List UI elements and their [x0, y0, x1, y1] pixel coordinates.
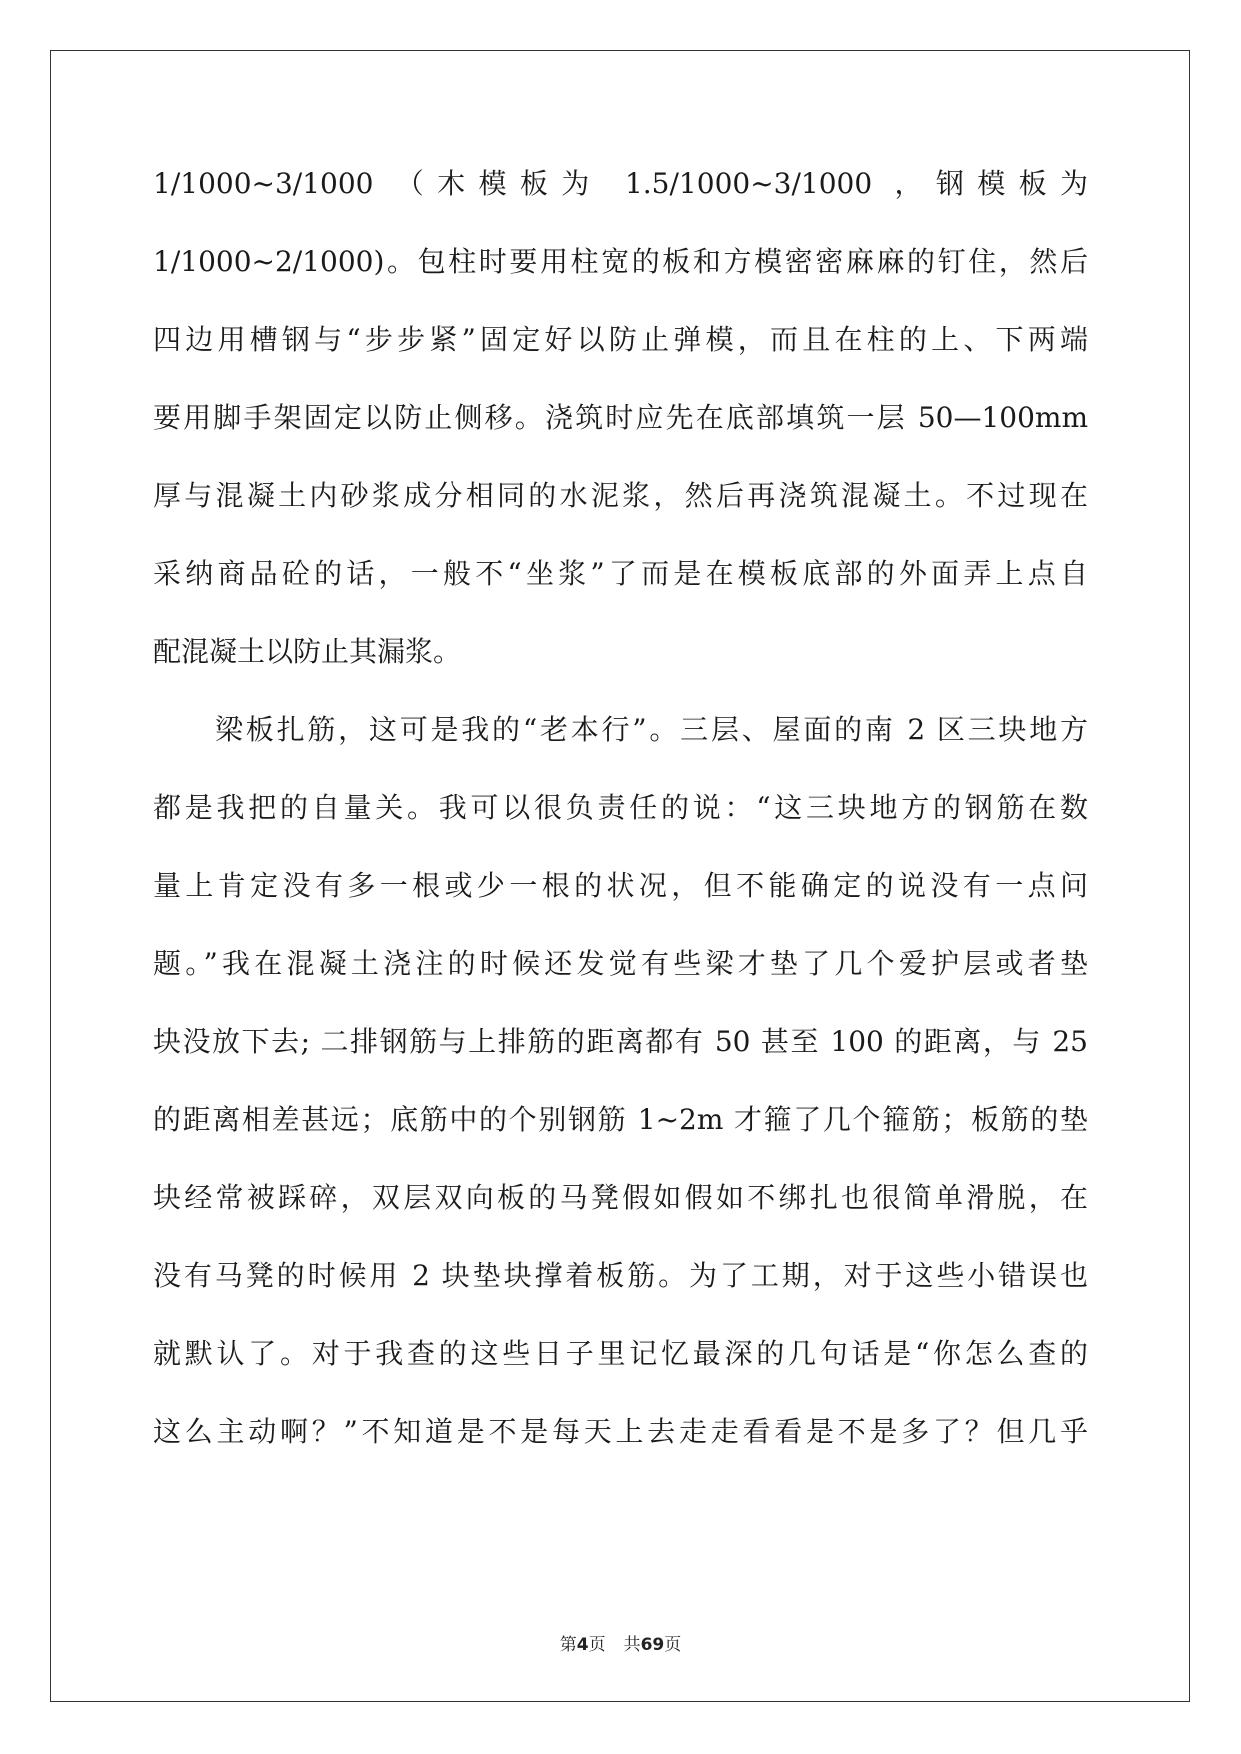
total-pages: 69	[640, 1635, 665, 1655]
text-line-3: 四边用槽钢与“步步紧”固定好以防止弹模，而且在柱的上、下两端	[153, 323, 1088, 356]
total-suffix: 页	[664, 1635, 682, 1655]
text-line-8: 梁板扎筋，这可是我的“老本行”。三层、屋面的南 2 区三块地方	[215, 713, 1088, 746]
text-line-6: 采纳商品砼的话，一般不“坐浆”了而是在模板底部的外面弄上点自	[153, 557, 1088, 590]
text-line-12: 块没放下去; 二排钢筋与上排筋的距离都有 50 甚至 100 的距离，与 25	[153, 1025, 1088, 1058]
text-line-11: 题。”我在混凝土浇注的时候还发觉有些梁才垫了几个爱护层或者垫	[153, 947, 1088, 980]
text-line-15: 没有马凳的时候用 2 块垫块撑着板筋。为了工期，对于这些小错误也	[153, 1259, 1088, 1292]
page-footer	[0, 1630, 1241, 1655]
text-line-4: 要用脚手架固定以防止侧移。浇筑时应先在底部填筑一层 50—100mm	[153, 401, 1088, 434]
text-line-10: 量上肯定没有多一根或少一根的状况，但不能确定的说没有一点问	[153, 869, 1088, 902]
text-line-17: 这么主动啊？”不知道是不是每天上去走走看看是不是多了？但几乎	[153, 1415, 1088, 1448]
text-line-9: 都是我把的自量关。我可以很负责任的说：“这三块地方的钢筋在数	[153, 791, 1088, 824]
text-line-7: 配混凝土以防止其漏浆。	[153, 635, 462, 668]
document-body	[153, 164, 1088, 1490]
text-line-2: 1/1000~2/1000)。包柱时要用柱宽的板和方模密密麻麻的钉住，然后	[153, 245, 1088, 278]
total-prefix: 共	[623, 1635, 641, 1655]
text-line-14: 块经常被踩碎，双层双向板的马凳假如假如不绑扎也很简单滑脱，在	[153, 1181, 1088, 1214]
page-prefix: 第	[559, 1635, 577, 1655]
text-line-1: 1/1000~3/1000 （木模板为 1.5/1000~3/1000 ，钢模板为	[153, 167, 1088, 200]
text-line-13: 的距离相差甚远；底筋中的个别钢筋 1~2m 才箍了几个箍筋；板筋的垫	[153, 1103, 1088, 1136]
page-suffix: 页	[588, 1635, 606, 1655]
page-number: 4	[576, 1635, 589, 1655]
text-line-16: 就默认了。对于我查的这些日子里记忆最深的几句话是“你怎么查的	[153, 1337, 1088, 1370]
text-line-5: 厚与混凝土内砂浆成分相同的水泥浆，然后再浇筑混凝土。不过现在	[153, 479, 1088, 512]
